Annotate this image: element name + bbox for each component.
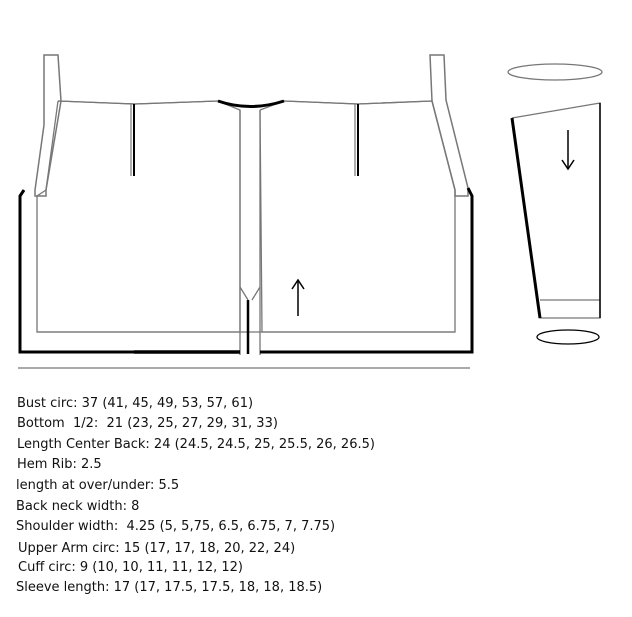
bottom-half-text: Bottom 1/2: 21 (23, 25, 27, 29, 31, 33)	[17, 416, 278, 431]
left-dart	[131, 104, 134, 176]
right-shoulder-strap	[430, 55, 468, 196]
bust-circ-text: Bust circ: 37 (41, 45, 49, 53, 57, 61)	[17, 396, 254, 411]
right-dart	[355, 104, 358, 176]
length-center-back-text: Length Center Back: 24 (24.5, 24.5, 25, 25.5, 26, 26.5)	[17, 437, 375, 452]
bold-outline	[20, 188, 472, 352]
cuff-ellipse	[537, 330, 599, 344]
down-arrow-icon	[562, 130, 574, 169]
cuff-circ-text: Cuff circ: 9 (10, 10, 11, 11, 12, 12)	[18, 560, 244, 575]
upper-arm-ellipse	[508, 64, 602, 80]
upper-arm-circ-text: Upper Arm circ: 15 (17, 17, 18, 20, 22, 24)	[18, 541, 296, 556]
hem-rib-text: Hem Rib: 2.5	[17, 457, 102, 472]
over-under-split	[240, 287, 260, 354]
sleeve-length-text: Sleeve length: 17 (17, 17.5, 17.5, 18, 18, 18.5)	[16, 580, 323, 595]
left-shoulder-line	[58, 101, 218, 104]
length-over-under-text: length at over/under: 5.5	[16, 478, 180, 493]
back-neck-width-text: Back neck width: 8	[16, 499, 140, 514]
up-arrow-icon	[292, 280, 304, 316]
shoulder-width-text: Shoulder width: 4.25 (5, 5,75, 6.5, 6.75, 7, 7.75)	[16, 519, 336, 534]
sleeve-outline	[512, 103, 600, 318]
right-shoulder-line	[284, 101, 432, 104]
left-front-panel	[37, 101, 240, 332]
